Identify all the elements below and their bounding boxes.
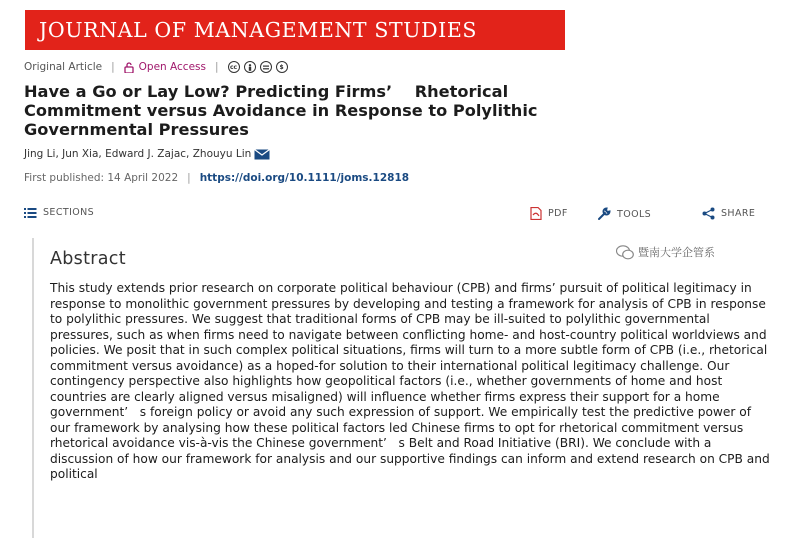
by-icon — [244, 61, 256, 73]
publication-info — [24, 172, 409, 184]
wechat-icon — [616, 245, 634, 260]
share-button[interactable] — [702, 207, 755, 220]
article-meta-row — [24, 61, 288, 73]
open-access-label: Open Access — [138, 61, 206, 73]
license-icons[interactable] — [228, 61, 288, 73]
tools-label: TOOLS — [617, 208, 652, 220]
mail-icon[interactable] — [254, 149, 270, 160]
watermark-text: 暨南大学企管系 — [638, 246, 715, 259]
article-toolbar — [24, 207, 774, 223]
pdf-label: PDF — [548, 208, 568, 219]
pdf-button[interactable] — [530, 207, 568, 220]
abstract-text: This study extends prior research on corporate political behaviour (CPB) and firms’ pursuit of political legitimacy in response to monolithic government pressures by developing and testing a framework for analysis of CPB in response to polylithic pressures. We suggest that traditional forms of CPB may be ill-suited to polylithic governmental pressures, such as when firms need to navigate between conflicting home- and host-country political worldviews and policies. We posit that in such complex political situations, firms will turn to a more subtle form of CPB (i.e., rhetorical commitment versus avoidance) as a hoped-for solution to their international political legitimacy challenge. Our contingency perspective also highlights how geopolitical factors (i.e., whether governments of home and host countries are clearly aligned versus misaligned) will influence whether firms express their support for a home government’ s foreign policy or avoid any such expression of support. We empirically test the predictive power of our framework by analysing how these political factors led Chinese firms to opt for rhetorical commitment versus rhetorical avoidance vis-à-vis the Chinese government’ s Belt and Road Initiative (BRI). We conclude with a discussion of how our framework for analysis and our supportive findings can inform and extend research on CPB and political — [50, 281, 770, 481]
separator: | — [214, 61, 219, 73]
journal-name: JOURNAL OF MANAGEMENT STUDIES — [39, 18, 478, 42]
wechat-watermark — [616, 244, 715, 260]
abstract-heading: Abstract — [50, 249, 126, 269]
sections-label: SECTIONS — [43, 207, 95, 218]
author-list[interactable] — [24, 148, 270, 160]
open-lock-icon — [124, 62, 134, 73]
cc-icon: cc — [228, 61, 240, 73]
separator: | — [111, 61, 115, 73]
first-published: First published: 14 April 2022 — [24, 172, 179, 184]
open-access-badge[interactable] — [124, 61, 206, 73]
author-names[interactable]: Jing Li, Jun Xia, Edward J. Zajac, Zhouyu Lin — [24, 148, 252, 160]
share-label: SHARE — [721, 208, 756, 219]
article-title: Have a Go or Lay Low? Predicting Firms’ Rhetorical Commitment versus Avoidance in Response to Polylithic Governmental Pressures — [24, 82, 538, 139]
share-icon — [702, 207, 715, 220]
pdf-icon — [530, 207, 542, 220]
nd-icon — [260, 61, 272, 73]
wrench-icon — [597, 207, 611, 221]
separator: | — [187, 172, 191, 184]
tools-button[interactable] — [597, 207, 651, 221]
journal-banner[interactable] — [25, 10, 565, 50]
nc-icon: $ — [276, 61, 288, 73]
sections-button[interactable] — [24, 207, 94, 218]
doi-link[interactable]: https://doi.org/10.1111/joms.12818 — [199, 172, 410, 184]
list-icon — [24, 208, 37, 218]
article-type: Original Article — [24, 61, 103, 73]
